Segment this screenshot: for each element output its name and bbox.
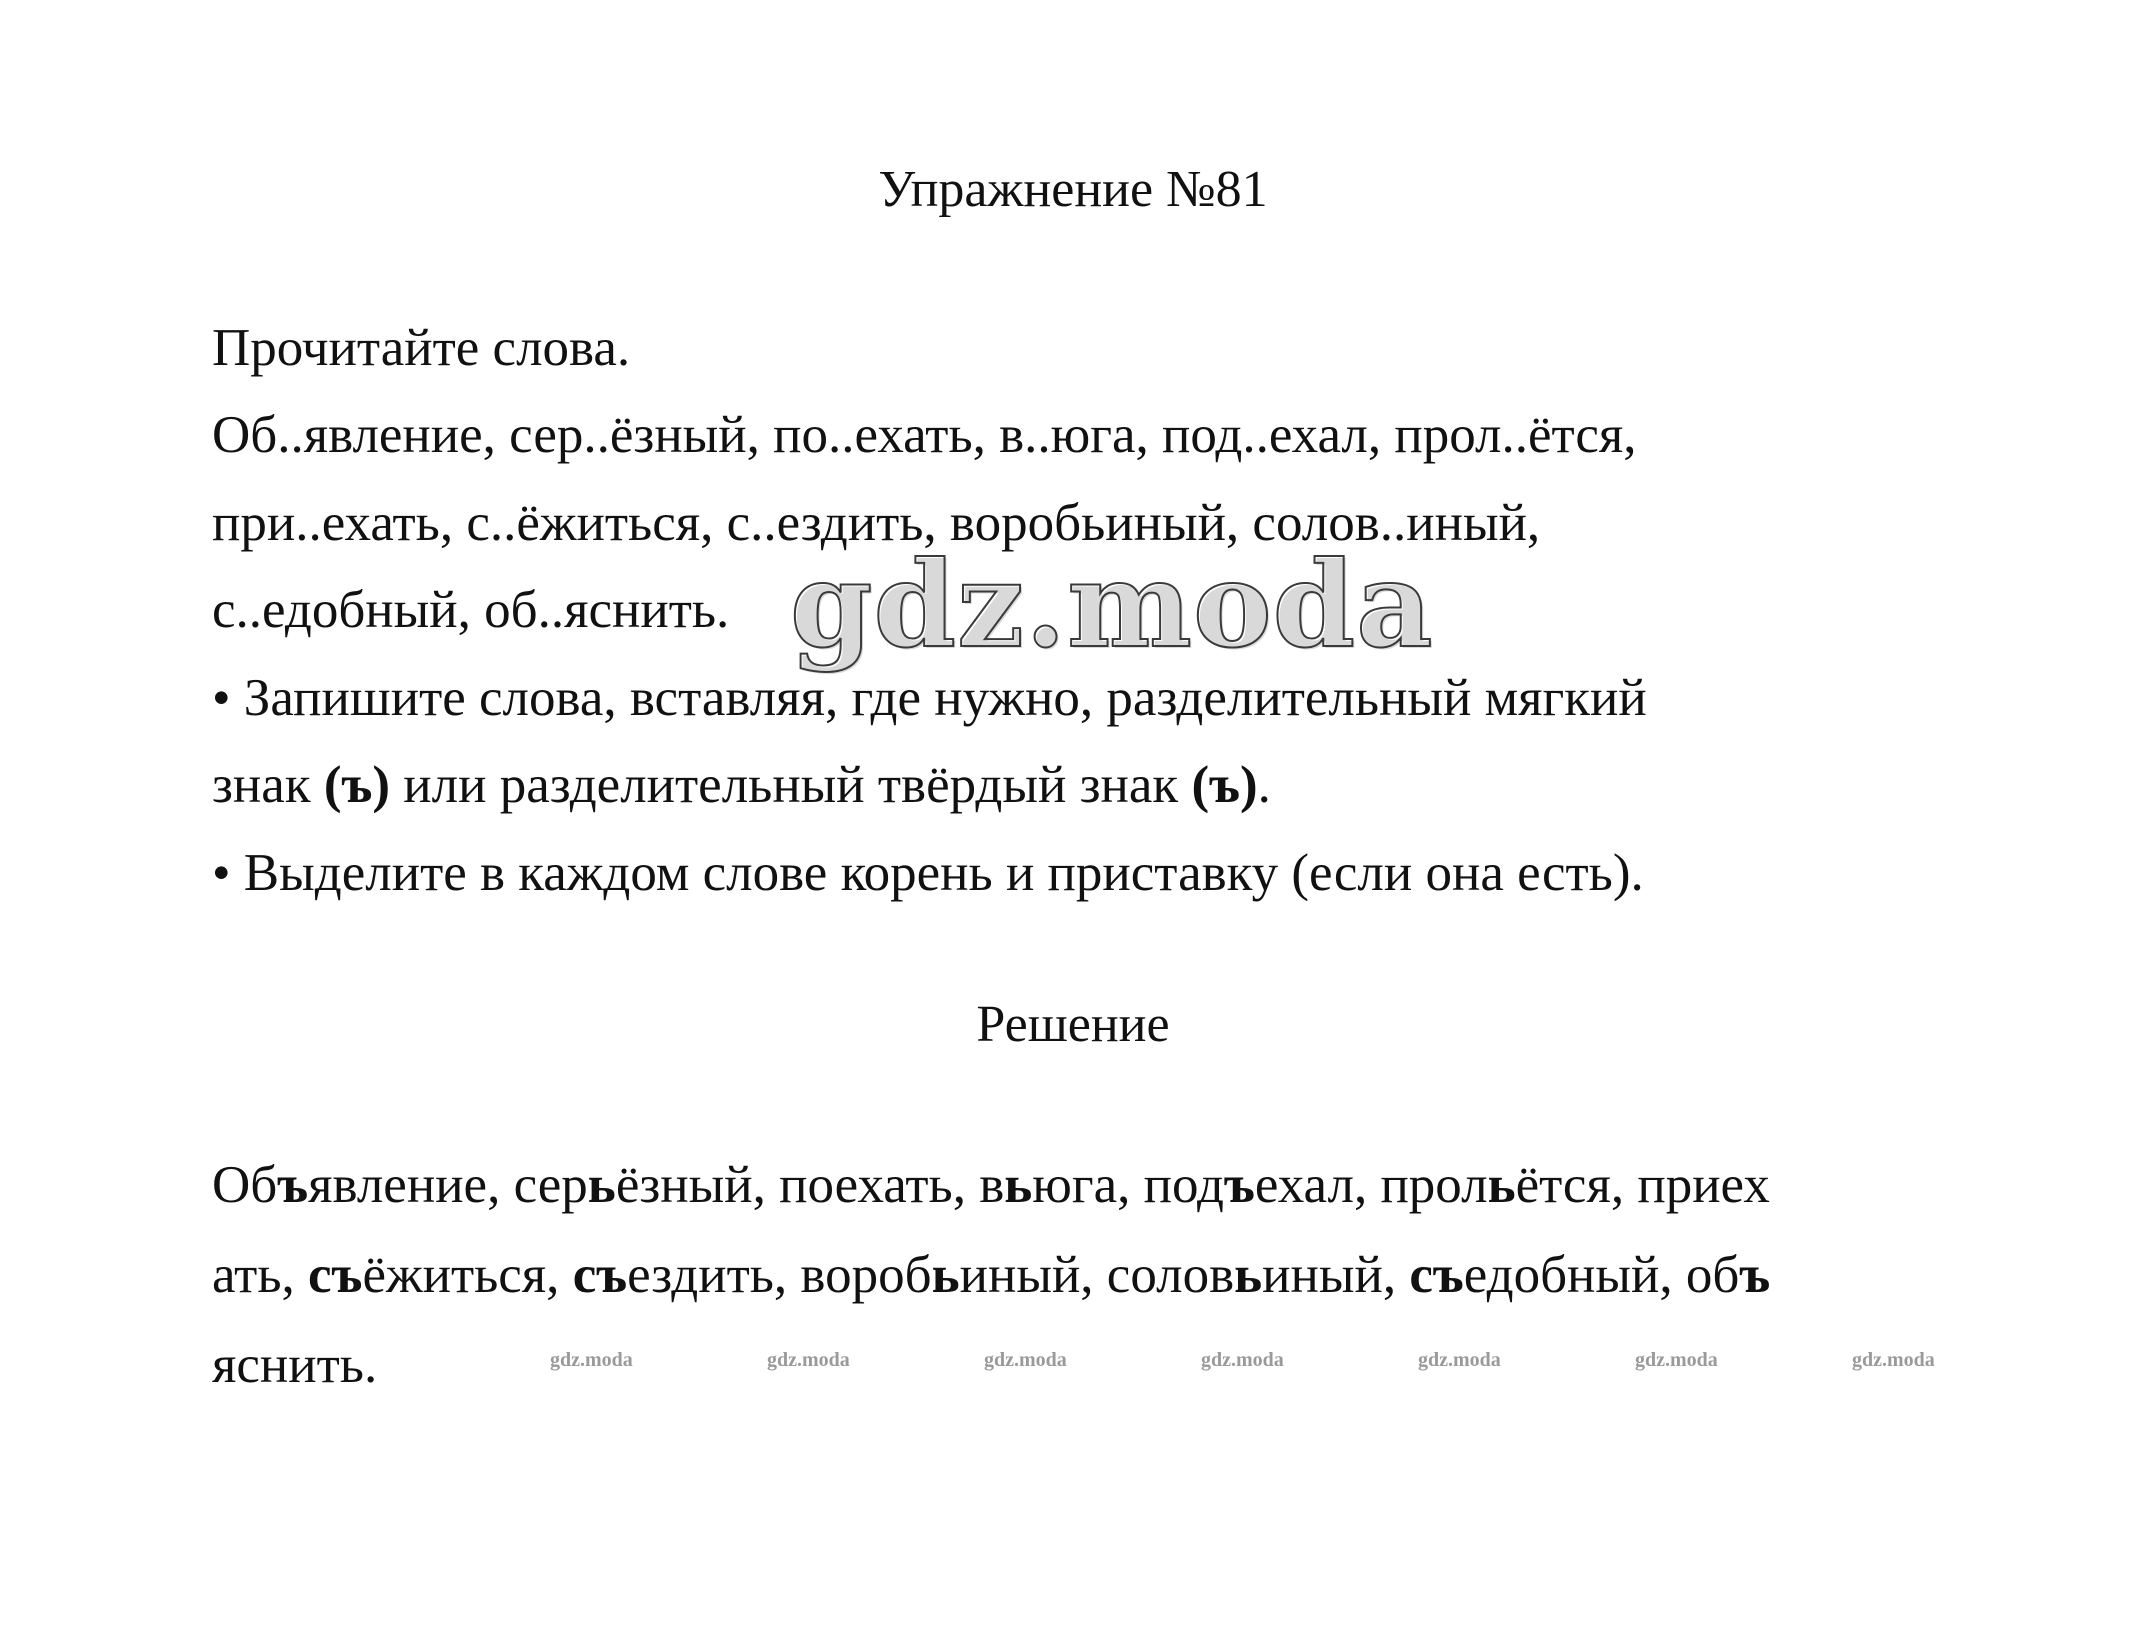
word-text: ётся, приех [1515,1156,1770,1214]
word-text: юга, под [1032,1156,1224,1214]
solution-line-2 [212,1245,1770,1305]
inserted-letter: ь [587,1156,616,1214]
watermark-logo: gdz.moda [790,535,1434,674]
task-words-line-3: с..едобный, об..яснить. [212,581,730,639]
watermark-small: gdz.moda [550,1349,633,1371]
hard-sign-marker: (ъ) [323,756,391,814]
watermark-small: gdz.moda [1852,1349,1935,1371]
word-text: ать, [212,1246,308,1304]
solution-line-1 [212,1155,1770,1215]
watermark-small: gdz.moda [1418,1349,1501,1371]
watermark-small: gdz.moda [1201,1349,1284,1371]
task-instruction-1-line-1: • Запишите слова, вставляя, где нужно, разделительный мягкий [212,669,1647,727]
instruction-text: или разделительный твёрдый знак [390,756,1192,814]
solution-line-3 [212,1335,377,1395]
watermark-small: gdz.moda [767,1349,850,1371]
task-words-line-2: при..ехать, с..ёжиться, с..ездить, воробьиный, солов..иный, [212,494,1541,552]
task-words-line-1: Об..явление, сер..ёзный, по..ехать, в..юга, под..ехал, прол..ётся, [212,406,1637,464]
word-text: едобный, об [1463,1246,1740,1304]
word-text: ёжиться, [362,1246,573,1304]
word-text: Об [212,1156,278,1214]
watermark-small: gdz.moda [984,1349,1067,1371]
instruction-text: знак [212,756,324,814]
inserted-letter: съ [572,1246,628,1304]
task-instruction-1-line-2 [212,755,1271,815]
solution-title: Решение [976,996,1170,1053]
inserted-letter: ь [1234,1246,1263,1304]
task-instruction-2: • Выделите в каждом слове корень и приставку (если она есть). [212,844,1644,902]
exercise-title: Упражнение №81 [878,161,1268,218]
word-text: ездить, вороб [627,1246,932,1304]
inserted-letter: ъ [1739,1246,1771,1304]
inserted-letter: съ [308,1246,363,1304]
inserted-letter: съ [1409,1246,1464,1304]
word-text: явление, сер [308,1156,588,1214]
word-text: ехал, прол [1254,1156,1488,1214]
inserted-letter: ъ [277,1156,309,1214]
word-text: яснить. [212,1336,378,1394]
word-text: ёзный, поехать, в [615,1156,1005,1214]
inserted-letter: ъ [1223,1156,1255,1214]
word-text: иный, [1262,1246,1410,1304]
inserted-letter: ь [931,1246,960,1304]
hard-sign-marker: (ъ) [1191,756,1258,814]
inserted-letter: ь [1487,1156,1516,1214]
task-intro: Прочитайте слова. [212,319,631,377]
watermark-small: gdz.moda [1635,1349,1718,1371]
word-text: иный, солов [959,1246,1235,1304]
instruction-text: . [1257,756,1271,814]
inserted-letter: ь [1004,1156,1033,1214]
